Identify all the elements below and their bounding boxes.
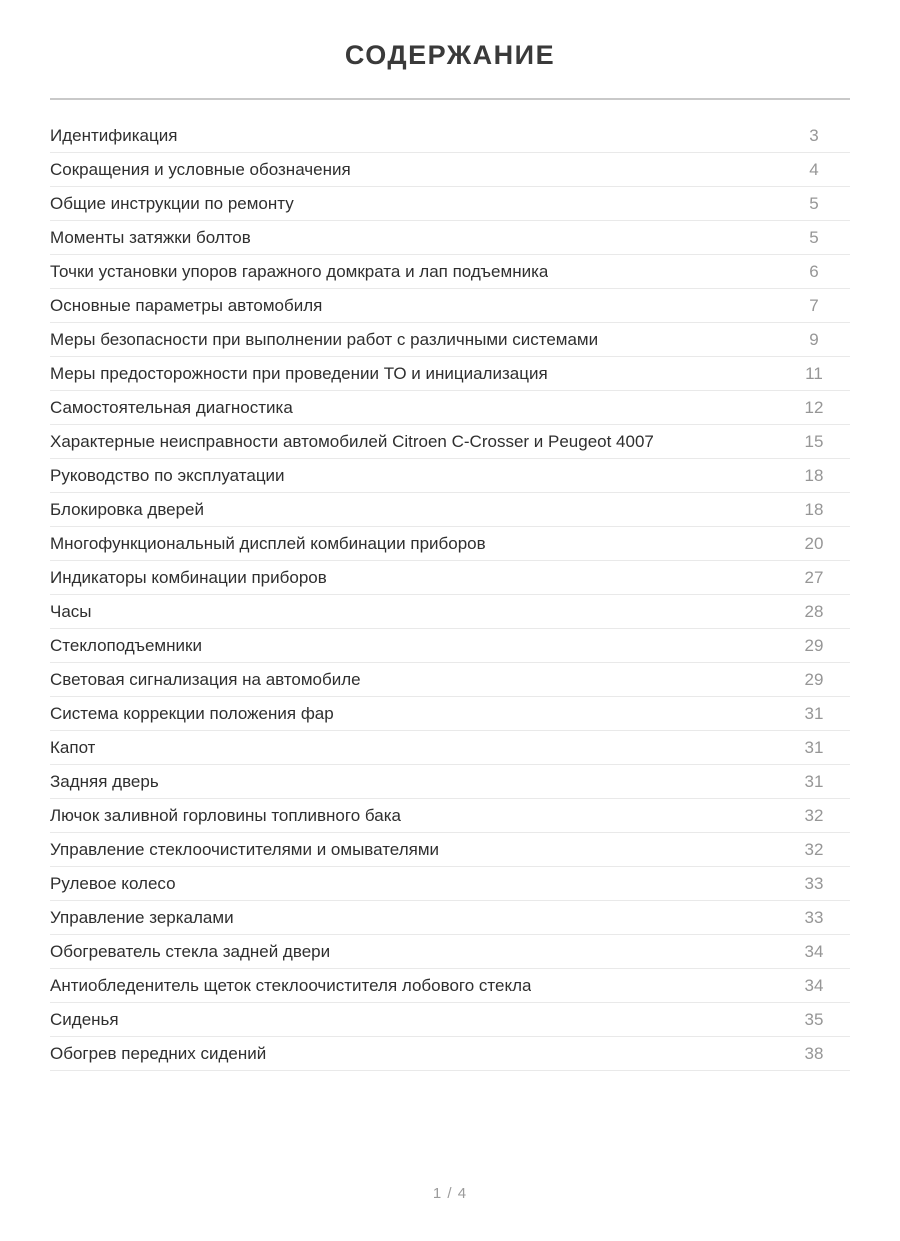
toc-row[interactable] xyxy=(50,1037,850,1071)
toc-item-page-number: 4 xyxy=(809,159,819,179)
toc-item-page-number: 27 xyxy=(804,567,824,587)
toc-row[interactable] xyxy=(50,595,850,629)
toc-row[interactable] xyxy=(50,255,850,289)
toc-row[interactable] xyxy=(50,799,850,833)
toc-row[interactable] xyxy=(50,901,850,935)
toc-item-page-number: 20 xyxy=(804,533,824,553)
pagination-indicator: 1 / 4 xyxy=(432,1185,468,1202)
toc-row[interactable] xyxy=(50,697,850,731)
toc-row[interactable] xyxy=(50,221,850,255)
document-page xyxy=(0,41,900,1071)
toc-row[interactable] xyxy=(50,765,850,799)
toc-row[interactable] xyxy=(50,663,850,697)
toc-item-label: Меры безопасности при выполнении работ с различными системами xyxy=(50,329,599,349)
toc-item-label: Руководство по эксплуатации xyxy=(50,465,285,485)
toc-item-label: Меры предосторожности при проведении ТО и инициализация xyxy=(50,363,548,383)
toc-row[interactable] xyxy=(50,969,850,1003)
toc-row[interactable] xyxy=(50,289,850,323)
toc-row[interactable] xyxy=(50,357,850,391)
toc-item-label: Общие инструкции по ремонту xyxy=(50,193,294,213)
toc-item-label: Лючок заливной горловины топливного бака xyxy=(50,805,401,825)
toc-row[interactable] xyxy=(50,867,850,901)
toc-item-page-number: 11 xyxy=(805,363,823,383)
toc-item-label: Обогрев передних сидений xyxy=(50,1043,267,1063)
toc-item-page-number: 31 xyxy=(804,771,824,791)
toc-item-label: Точки установки упоров гаражного домкрата и лап подъемника xyxy=(50,261,549,281)
toc-item-label: Система коррекции положения фар xyxy=(50,703,334,723)
toc-item-label: Индикаторы комбинации приборов xyxy=(50,567,327,587)
toc-item-label: Задняя дверь xyxy=(50,771,159,791)
toc-item-page-number: 12 xyxy=(804,397,824,417)
toc-item-label: Обогреватель стекла задней двери xyxy=(50,941,331,961)
toc-item-page-number: 28 xyxy=(804,601,824,621)
toc-item-page-number: 7 xyxy=(809,295,819,315)
toc-item-page-number: 5 xyxy=(809,227,819,247)
toc-row[interactable] xyxy=(50,425,850,459)
toc-row[interactable] xyxy=(50,731,850,765)
toc-item-page-number: 32 xyxy=(804,839,824,859)
toc-item-label: Антиобледенитель щеток стеклоочистителя лобового стекла xyxy=(50,975,532,995)
toc-row[interactable] xyxy=(50,187,850,221)
toc-item-page-number: 29 xyxy=(804,635,824,655)
toc-item-page-number: 9 xyxy=(809,329,819,349)
toc-item-label: Основные параметры автомобиля xyxy=(50,295,323,315)
toc-item-page-number: 34 xyxy=(804,941,824,961)
toc-item-page-number: 33 xyxy=(804,873,824,893)
toc-item-page-number: 35 xyxy=(804,1009,824,1029)
toc-item-label: Характерные неисправности автомобилей Citroen C-Crosser и Peugeot 4007 xyxy=(50,431,654,451)
toc-item-page-number: 5 xyxy=(809,193,819,213)
toc-item-page-number: 38 xyxy=(804,1043,824,1063)
toc-item-label: Управление зеркалами xyxy=(50,907,234,927)
toc-item-page-number: 32 xyxy=(804,805,824,825)
toc-item-page-number: 15 xyxy=(804,431,824,451)
toc-item-label: Блокировка дверей xyxy=(50,499,205,519)
toc-item-page-number: 6 xyxy=(809,261,819,281)
toc-item-label: Управление стеклоочистителями и омывателями xyxy=(50,839,439,859)
toc-item-page-number: 33 xyxy=(804,907,824,927)
toc-item-label: Сокращения и условные обозначения xyxy=(50,159,351,179)
toc-row[interactable] xyxy=(50,459,850,493)
toc-row[interactable] xyxy=(50,561,850,595)
toc-item-page-number: 31 xyxy=(804,737,824,757)
toc-row[interactable] xyxy=(50,1003,850,1037)
toc-row[interactable] xyxy=(50,527,850,561)
toc-item-label: Идентификация xyxy=(50,125,178,145)
toc-row[interactable] xyxy=(50,493,850,527)
toc-row[interactable] xyxy=(50,833,850,867)
toc-item-page-number: 18 xyxy=(804,465,824,485)
toc-item-label: Сиденья xyxy=(50,1009,119,1029)
toc-item-label: Моменты затяжки болтов xyxy=(50,227,251,247)
title-divider xyxy=(50,98,850,100)
toc-item-label: Многофункциональный дисплей комбинации приборов xyxy=(50,533,486,553)
toc-list xyxy=(50,119,850,1071)
toc-item-page-number: 34 xyxy=(804,975,824,995)
toc-item-page-number: 31 xyxy=(804,703,824,723)
toc-item-label: Световая сигнализация на автомобиле xyxy=(50,669,361,689)
toc-row[interactable] xyxy=(50,935,850,969)
toc-item-label: Стеклоподъемники xyxy=(50,635,202,655)
toc-item-page-number: 29 xyxy=(804,669,824,689)
toc-item-label: Часы xyxy=(50,601,92,621)
toc-item-label: Рулевое колесо xyxy=(50,873,176,893)
toc-row[interactable] xyxy=(50,323,850,357)
toc-item-label: Самостоятельная диагностика xyxy=(50,397,293,417)
toc-row[interactable] xyxy=(50,391,850,425)
toc-row[interactable] xyxy=(50,629,850,663)
toc-item-page-number: 3 xyxy=(809,125,819,145)
toc-item-label: Капот xyxy=(50,737,96,757)
toc-row[interactable] xyxy=(50,119,850,153)
page-title: СОДЕРЖАНИЕ xyxy=(344,40,556,70)
toc-item-page-number: 18 xyxy=(804,499,824,519)
toc-row[interactable] xyxy=(50,153,850,187)
